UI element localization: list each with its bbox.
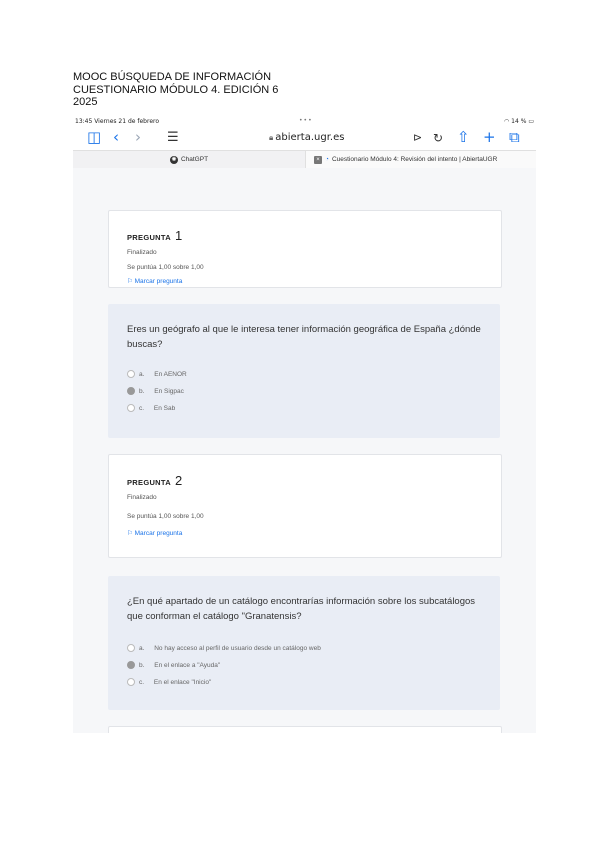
site-icon: ◔ — [325, 156, 329, 163]
question-score: Se puntúa 1,00 sobre 1,00 — [127, 264, 204, 271]
radio-button[interactable] — [127, 644, 135, 652]
wifi-icon: ◠ — [503, 118, 510, 125]
option-label: En el enlace "Inicio" — [153, 678, 212, 686]
question-label: PREGUNTA 1 — [127, 228, 183, 243]
flag-question-link[interactable] — [127, 277, 182, 285]
lock-icon: 🔒︎ — [269, 133, 274, 142]
close-tab-icon[interactable]: × — [314, 156, 322, 164]
address-url: abierta.ugr.es — [275, 132, 345, 143]
question-label: PREGUNTA 2 — [127, 473, 183, 488]
flag-label: Marcar pregunta — [134, 530, 183, 537]
share-icon[interactable]: ⇧ — [457, 128, 470, 146]
document-title — [73, 71, 278, 109]
question-number: 2 — [175, 473, 183, 488]
status-bar — [73, 117, 536, 126]
question-score: Se puntúa 1,00 sobre 1,00 — [127, 513, 204, 520]
option-label: En el enlace a "Ayuda" — [154, 661, 221, 669]
tab-label: Cuestionario Módulo 4: Revisión del intento | AbiertaUGR — [331, 156, 498, 163]
radio-button[interactable] — [127, 661, 135, 669]
status-time: 13:45 Viernes 21 de febrero — [75, 118, 160, 125]
tabs-icon[interactable]: ⧉ — [509, 128, 520, 146]
battery-status — [504, 118, 534, 125]
title-line-1: MOOC BÚSQUEDA DE INFORMACIÓN — [73, 71, 272, 83]
address-bar[interactable] — [269, 132, 344, 143]
title-line-3: 2025 — [73, 96, 98, 108]
option-label: En Sab — [153, 404, 176, 412]
chatgpt-icon: ✺ — [171, 156, 177, 163]
battery-percent: 14 % — [511, 118, 527, 125]
radio-button[interactable] — [127, 404, 135, 412]
flag-question-link[interactable] — [127, 529, 182, 537]
answer-option[interactable]: a. No hay acceso al perfil de usuario desde un catálogo web — [127, 644, 321, 652]
question-state: Finalizado — [127, 249, 157, 256]
question-number: 1 — [175, 228, 183, 243]
flag-label: Marcar pregunta — [134, 278, 183, 285]
battery-icon: ▭ — [528, 118, 534, 125]
back-icon[interactable]: ‹ — [113, 128, 119, 146]
answer-option[interactable]: b. En Sigpac — [127, 387, 184, 395]
option-label: No hay acceso al perfil de usuario desde un catálogo web — [154, 644, 321, 652]
question-info-card — [108, 210, 502, 288]
tab-chatgpt[interactable] — [73, 151, 305, 168]
radio-button[interactable] — [127, 370, 135, 378]
sidebar-icon[interactable]: ◫ — [87, 128, 102, 146]
question-text-panel — [108, 304, 500, 438]
flag-icon: ⚐ — [127, 278, 133, 285]
flag-icon: ⚐ — [127, 530, 133, 537]
reload-icon[interactable]: ↻ — [433, 131, 444, 145]
question-text: ¿En qué apartado de un catálogo encontrarías información sobre los subcatálogos que conforman el catálogo "Granatensis? — [127, 596, 476, 622]
multitask-dots[interactable]: ••• — [299, 117, 313, 124]
radio-button[interactable] — [127, 678, 135, 686]
tab-bar — [73, 150, 536, 169]
radio-button[interactable] — [127, 387, 135, 395]
tab-label: ChatGPT — [180, 156, 209, 163]
tab-overview-icon[interactable]: ☰ — [167, 130, 179, 145]
answer-option[interactable]: b. En el enlace a "Ayuda" — [127, 661, 220, 669]
question-text-panel — [108, 576, 500, 710]
question-info-card — [108, 454, 502, 558]
title-line-2: CUESTIONARIO MÓDULO 4. EDICIÓN 6 — [73, 83, 279, 96]
new-tab-icon[interactable]: + — [483, 128, 496, 146]
answer-option[interactable]: c. En Sab — [127, 404, 175, 412]
tab-cuestionario[interactable] — [305, 151, 536, 168]
browser-toolbar — [73, 126, 536, 150]
page-content — [73, 168, 536, 733]
forward-icon[interactable]: › — [135, 128, 141, 146]
reader-icon[interactable]: ⊳ — [413, 131, 423, 144]
answer-option[interactable]: c. En el enlace "Inicio" — [127, 678, 211, 686]
browser-screenshot — [73, 117, 536, 733]
next-question-card — [108, 726, 502, 733]
question-text: Eres un geógrafo al que le interesa tener información geográfica de España ¿dónde buscas? — [127, 324, 481, 350]
option-label: En AENOR — [154, 370, 187, 378]
option-label: En Sigpac — [154, 387, 184, 395]
question-state: Finalizado — [127, 494, 157, 501]
answer-option[interactable]: a. En AENOR — [127, 370, 187, 378]
